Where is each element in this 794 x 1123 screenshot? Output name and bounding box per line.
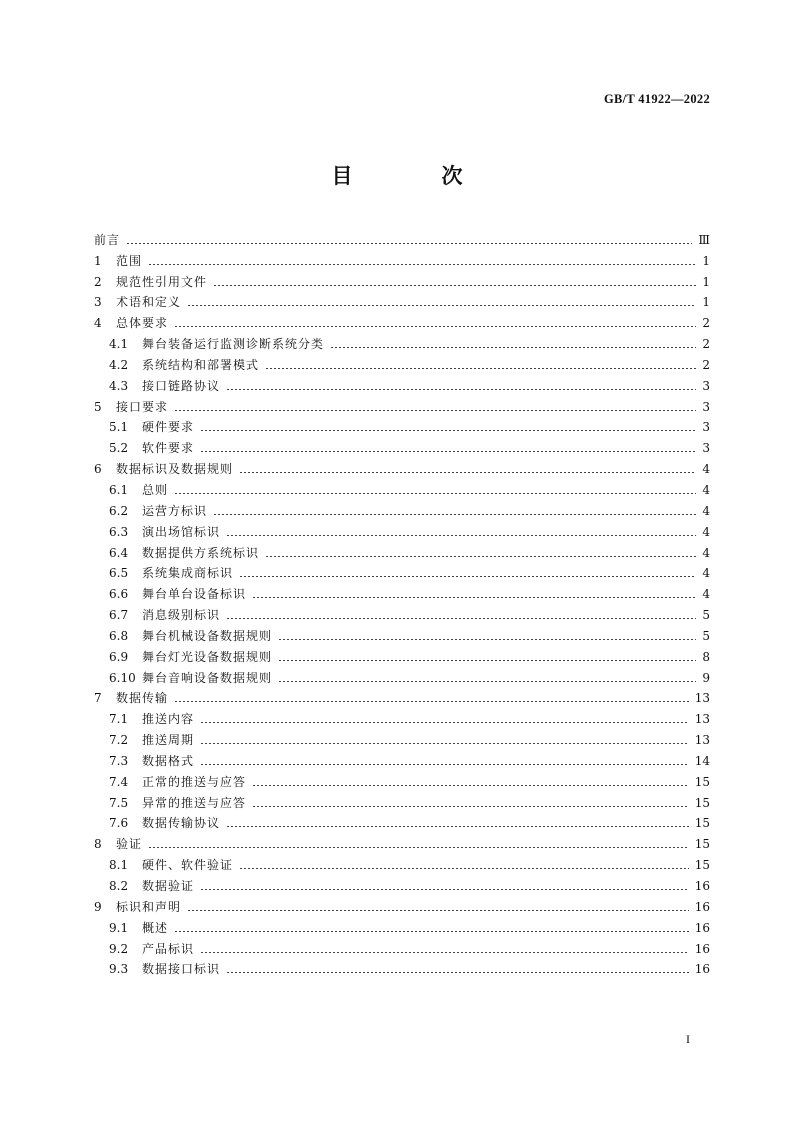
toc-entry[interactable] (94, 247, 710, 268)
toc-entry-page: 1 (702, 295, 710, 310)
toc-entry[interactable] (94, 810, 710, 831)
toc-leader-dots (226, 826, 689, 827)
toc-entry-label: 产品标识 (142, 941, 195, 956)
toc-entry-page: 8 (702, 649, 710, 664)
toc-entry[interactable] (94, 726, 710, 747)
toc-entry[interactable] (94, 330, 710, 351)
toc-leader-dots (200, 743, 689, 744)
toc-leader-dots (200, 430, 696, 431)
toc-entry[interactable] (94, 685, 710, 706)
toc-entry-label: 数据标识及数据规则 (116, 462, 234, 477)
toc-leader-dots (278, 660, 696, 661)
toc-entry-number: 6.1 (109, 482, 129, 497)
toc-entry-page: 4 (702, 503, 710, 518)
toc-entry-label: 总体要求 (116, 316, 169, 331)
toc-entry[interactable] (94, 622, 710, 643)
toc-entry-page: Ⅲ (698, 232, 710, 247)
toc-entry-label: 术语和定义 (116, 295, 182, 310)
toc-entry[interactable] (94, 643, 710, 664)
toc-entry-page: 14 (694, 753, 710, 768)
toc-entry[interactable] (94, 768, 710, 789)
toc-entry-label: 概述 (142, 920, 169, 935)
toc-entry-page: 16 (694, 899, 710, 914)
toc-entry[interactable] (94, 414, 710, 435)
toc-leader-dots (213, 514, 696, 515)
toc-entry-label: 舞台机械设备数据规则 (142, 628, 273, 643)
toc-entry-label: 消息级别标识 (142, 608, 221, 623)
toc-entry[interactable] (94, 601, 710, 622)
toc-entry-number: 6.7 (109, 608, 129, 623)
toc-entry-page: 2 (702, 357, 710, 372)
toc-entry[interactable] (94, 789, 710, 810)
toc-leader-dots (330, 347, 696, 348)
toc-entry-number: 7.6 (109, 816, 129, 831)
toc-leader-dots (265, 556, 696, 557)
toc-entry[interactable] (94, 893, 710, 914)
toc-leader-dots (239, 576, 696, 577)
toc-entry-label: 接口要求 (116, 399, 169, 414)
toc-entry-label: 总则 (142, 482, 169, 497)
toc-leader-dots (278, 681, 696, 682)
toc-entry-page: 16 (694, 962, 710, 977)
toc-entry-label: 硬件要求 (142, 420, 195, 435)
toc-entry-label: 标识和声明 (116, 899, 182, 914)
toc-leader-dots (226, 618, 696, 619)
toc-entry-page: 4 (702, 462, 710, 477)
toc-entry-page: 2 (702, 316, 710, 331)
toc-leader-dots (252, 785, 689, 786)
toc-entry[interactable] (94, 539, 710, 560)
toc-entry-page: 13 (694, 691, 710, 706)
toc-entry-number: 5.1 (109, 420, 129, 435)
toc-entry-label: 演出场馆标识 (142, 524, 221, 539)
toc-entry-label: 规范性引用文件 (116, 274, 208, 289)
toc-entry-number: 7.1 (109, 712, 129, 727)
toc-entry-page: 4 (702, 566, 710, 581)
toc-leader-dots (148, 847, 689, 848)
toc-leader-dots (226, 535, 696, 536)
toc-leader-dots (239, 472, 696, 473)
toc-leader-dots (174, 931, 689, 932)
toc-entry-page: 4 (702, 587, 710, 602)
toc-leader-dots (200, 722, 689, 723)
toc-entry-label: 硬件、软件验证 (142, 858, 234, 873)
toc-entry-number: 6.9 (109, 649, 129, 664)
toc-entry[interactable] (94, 705, 710, 726)
toc-entry-label: 运营方标识 (142, 503, 208, 518)
toc-entry[interactable] (94, 434, 710, 455)
toc-entry-page: 4 (702, 524, 710, 539)
toc-entry-page: 13 (694, 712, 710, 727)
toc-leader-dots (213, 285, 696, 286)
toc-leader-dots (200, 952, 689, 953)
toc-entry-label: 数据传输协议 (142, 816, 221, 831)
toc-entry-number: 5 (94, 399, 102, 414)
toc-entry-page: 1 (702, 274, 710, 289)
toc-leader-dots (265, 368, 696, 369)
toc-entry-page: 15 (694, 837, 710, 852)
toc-entry-page: 9 (702, 670, 710, 685)
toc-entry-number: 6.6 (109, 587, 129, 602)
toc-entry-label: 舞台音响设备数据规则 (142, 670, 273, 685)
toc-entry[interactable] (94, 747, 710, 768)
toc-entry-number: 6.5 (109, 566, 129, 581)
toc-entry[interactable] (94, 914, 710, 935)
toc-entry-label: 验证 (116, 837, 143, 852)
toc-entry-number: 9.3 (109, 962, 129, 977)
toc-entry[interactable] (94, 872, 710, 893)
toc-entry-number: 2 (94, 274, 102, 289)
toc-leader-dots (200, 889, 689, 890)
toc-entry-number: 5.2 (109, 441, 129, 456)
toc-entry[interactable] (94, 309, 710, 330)
toc-entry[interactable] (94, 351, 710, 372)
toc-entry[interactable] (94, 476, 710, 497)
toc-entry-label: 推送周期 (142, 733, 195, 748)
toc-entry-number: 7.2 (109, 733, 129, 748)
toc-entry-label: 舞台装备运行监测诊断系统分类 (142, 337, 325, 352)
toc-entry-label: 数据验证 (142, 879, 195, 893)
toc-entry-label: 正常的推送与应答 (142, 774, 247, 789)
standard-code: GB/T 41922—2022 (603, 92, 710, 106)
toc-entry[interactable] (94, 664, 710, 685)
toc-leader-dots (148, 264, 696, 265)
toc-entry-number: 4.2 (109, 357, 129, 372)
toc-entry[interactable] (94, 497, 710, 518)
toc-entry-label: 异常的推送与应答 (142, 795, 247, 810)
toc-entry-number: 8.2 (109, 879, 129, 893)
toc-leader-dots (126, 243, 692, 244)
toc-entry-number: 9.2 (109, 941, 129, 956)
toc-entry-number: 3 (94, 295, 102, 310)
toc-entry[interactable] (94, 372, 710, 393)
toc-entry-page: 5 (702, 608, 710, 623)
toc-entry-page: 16 (694, 941, 710, 956)
toc-leader-dots (226, 972, 689, 973)
toc-leader-dots (252, 806, 689, 807)
toc-entry-number: 9 (94, 899, 102, 914)
toc-entry-page: 13 (694, 733, 710, 748)
toc-entry-number: 6 (94, 462, 102, 477)
toc-entry-number: 4.1 (109, 337, 129, 352)
toc-entry-page: 3 (702, 378, 710, 393)
toc-entry-label: 软件要求 (142, 441, 195, 456)
toc-leader-dots (278, 639, 696, 640)
toc-entry-number: 7.5 (109, 795, 129, 810)
toc-entry-page: 4 (702, 545, 710, 560)
toc-entry[interactable] (94, 268, 710, 289)
toc-entry-label: 范围 (116, 253, 143, 268)
toc-entry-number: 1 (94, 253, 102, 268)
toc-entry-label: 舞台灯光设备数据规则 (142, 649, 273, 664)
toc-entry[interactable] (94, 935, 710, 956)
toc-entry-number: 4 (94, 316, 102, 331)
toc-leader-dots (174, 701, 689, 702)
toc-leader-dots (187, 910, 689, 911)
toc-leader-dots (252, 597, 696, 598)
toc-leader-dots (174, 326, 696, 327)
toc-leader-dots (239, 868, 689, 869)
toc-entry-number: 8.1 (109, 858, 129, 873)
toc-leader-dots (226, 389, 696, 390)
toc-entry-label: 舞台单台设备标识 (142, 587, 247, 602)
toc-entry-page: 16 (694, 920, 710, 935)
toc-entry[interactable] (94, 830, 710, 851)
toc-leader-dots (200, 764, 689, 765)
toc-entry-page: 2 (702, 337, 710, 352)
table-of-contents (94, 226, 710, 976)
toc-entry-label: 系统结构和部署模式 (142, 357, 260, 372)
toc-entry-label: 系统集成商标识 (142, 566, 234, 581)
toc-entry-label: 前言 (94, 232, 121, 247)
toc-entry-page: 16 (694, 879, 710, 893)
toc-entry-number: 7.4 (109, 774, 129, 789)
toc-entry-number: 6.3 (109, 524, 129, 539)
toc-entry-label: 推送内容 (142, 712, 195, 727)
toc-entry-page: 15 (694, 774, 710, 789)
toc-entry-label: 数据格式 (142, 753, 195, 768)
toc-entry[interactable] (94, 956, 710, 977)
toc-entry-number: 9.1 (109, 920, 129, 935)
toc-entry-page: 5 (702, 628, 710, 643)
toc-leader-dots (187, 305, 696, 306)
toc-entry-page: 15 (694, 858, 710, 873)
toc-entry-number: 7.3 (109, 753, 129, 768)
toc-entry[interactable] (94, 560, 710, 581)
toc-entry-page: 15 (694, 795, 710, 810)
toc-entry[interactable] (94, 393, 710, 414)
toc-leader-dots (200, 451, 696, 452)
toc-leader-dots (174, 493, 696, 494)
toc-entry-label: 数据提供方系统标识 (142, 545, 260, 560)
toc-entry-page: 15 (694, 816, 710, 831)
toc-entry-number: 8 (94, 837, 102, 852)
toc-entry-label: 数据接口标识 (142, 962, 221, 977)
toc-entry[interactable] (94, 226, 710, 247)
toc-entry-label: 数据传输 (116, 691, 169, 706)
toc-entry-number: 4.3 (109, 378, 129, 393)
toc-entry[interactable] (94, 455, 710, 476)
toc-entry-number: 6.2 (109, 503, 129, 518)
toc-entry-number: 6.10 (109, 670, 136, 685)
page-number: I (686, 1032, 690, 1046)
toc-entry-label: 接口链路协议 (142, 378, 221, 393)
toc-entry-page: 3 (702, 441, 710, 456)
toc-entry-page: 3 (702, 420, 710, 435)
toc-entry[interactable] (94, 289, 710, 310)
toc-entry-number: 7 (94, 691, 102, 706)
toc-entry-number: 6.4 (109, 545, 129, 560)
toc-entry-page: 3 (702, 399, 710, 414)
toc-entry[interactable] (94, 518, 710, 539)
toc-entry-page: 4 (702, 482, 710, 497)
toc-leader-dots (174, 410, 696, 411)
toc-entry[interactable] (94, 851, 710, 872)
page-title: 目 次 (331, 164, 497, 188)
toc-entry[interactable] (94, 580, 710, 601)
toc-entry-number: 6.8 (109, 628, 129, 643)
toc-entry-page: 1 (702, 253, 710, 268)
